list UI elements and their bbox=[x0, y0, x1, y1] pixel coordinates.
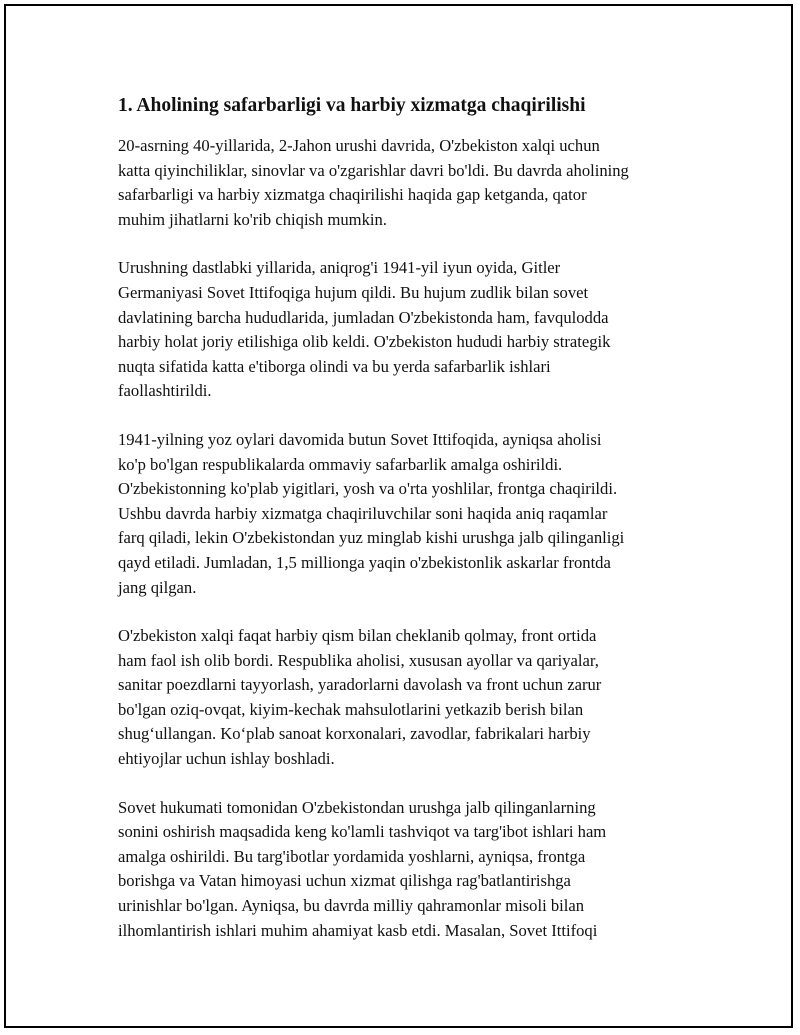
document-body bbox=[118, 94, 688, 967]
paragraph bbox=[118, 428, 688, 600]
paragraph bbox=[118, 134, 688, 232]
text-line: 20-asrning 40-yillarida, 2-Jahon urushi davrida, O'zbekiston xalqi uchun bbox=[118, 136, 600, 155]
text-line: muhim jihatlarni ko'rib chiqish mumkin. bbox=[118, 209, 387, 229]
text-line: farq qiladi, lekin O'zbekistondan yuz minglab kishi urushga jalb qilinganligi bbox=[118, 528, 625, 548]
text-line: faollashtirildi. bbox=[118, 381, 212, 401]
text-line: O'zbekistonning ko'plab yigitlari, yosh va o'rta yoshlilar, frontga chaqirildi. bbox=[118, 479, 618, 499]
text-line: davlatining barcha hududlarida, jumladan O'zbekistonda ham, favqulodda bbox=[118, 307, 609, 327]
text-line: 1941-yilning yoz oylari davomida butun Sovet Ittifoqida, ayniqsa aholisi bbox=[118, 429, 602, 449]
text-line: jang qilgan. bbox=[118, 577, 197, 597]
text-line: safarbarligi va harbiy xizmatga chaqirilishi haqida gap ketganda, qator bbox=[118, 185, 587, 205]
text-line: shug‘ullangan. Ko‘plab sanoat korxonalari, zavodlar, fabrikalari harbiy bbox=[118, 724, 591, 744]
text-line: O'zbekiston xalqi faqat harbiy qism bilan cheklanib qolmay, front ortida bbox=[118, 626, 597, 646]
text-line: harbiy holat joriy etilishiga olib keldi. O'zbekiston hududi harbiy strategik bbox=[118, 332, 611, 352]
text-line: bo'lgan oziq-ovqat, kiyim-kechak mahsulotlarini yetkazib berish bilan bbox=[118, 699, 584, 719]
paragraph-list bbox=[118, 134, 688, 943]
text-line: Sovet hukumati tomonidan O'zbekistondan urushga jalb qilinganlarning bbox=[118, 797, 596, 817]
section-title: 1. Aholining safarbarligi va harbiy xizmatga chaqirilishi bbox=[118, 95, 586, 116]
text-line: nuqta sifatida katta e'tiborga olindi va bu yerda safarbarlik ishlari bbox=[118, 356, 551, 376]
text-line: ham faol ish olib bordi. Respublika aholisi, xususan ayollar va qariyalar, bbox=[118, 650, 599, 670]
text-line: Urushning dastlabki yillarida, aniqrog'i 1941-yil iyun oyida, Gitler bbox=[118, 258, 561, 278]
text-line: ko'p bo'lgan respublikalarda ommaviy safarbarlik amalga oshirildi. bbox=[118, 454, 563, 474]
text-line: ehtiyojlar uchun ishlay boshladi. bbox=[118, 749, 335, 769]
paragraph bbox=[118, 624, 688, 772]
text-line: ilhomlantirish ishlari muhim ahamiyat kasb etdi. Masalan, Sovet Ittifoqi bbox=[118, 920, 598, 940]
text-line: katta qiyinchiliklar, sinovlar va o'zgarishlar davri bo'ldi. Bu davrda aholining bbox=[118, 160, 629, 180]
text-line: sonini oshirish maqsadida keng ko'lamli tashviqot va targ'ibot ishlari ham bbox=[118, 822, 607, 842]
paragraph bbox=[118, 256, 688, 404]
text-line: urinishlar bo'lgan. Ayniqsa, bu davrda milliy qahramonlar misoli bilan bbox=[118, 896, 585, 916]
text-line: Ushbu davrda harbiy xizmatga chaqiriluvchilar soni haqida aniq raqamlar bbox=[118, 503, 608, 523]
paragraph bbox=[118, 796, 688, 944]
text-line: amalga oshirildi. Bu targ'ibotlar yordamida yoshlarni, ayniqsa, frontga bbox=[118, 846, 586, 866]
text-line: qayd etiladi. Jumladan, 1,5 millionga yaqin o'zbekistonlik askarlar frontda bbox=[118, 552, 611, 572]
text-line: borishga va Vatan himoyasi uchun xizmat qilishga rag'batlantirishga bbox=[118, 871, 571, 891]
text-line: sanitar poezdlarni tayyorlash, yaradorlarni davolash va front uchun zarur bbox=[118, 675, 602, 695]
text-line: Germaniyasi Sovet Ittifoqiga hujum qildi. Bu hujum zudlik bilan sovet bbox=[118, 282, 589, 302]
